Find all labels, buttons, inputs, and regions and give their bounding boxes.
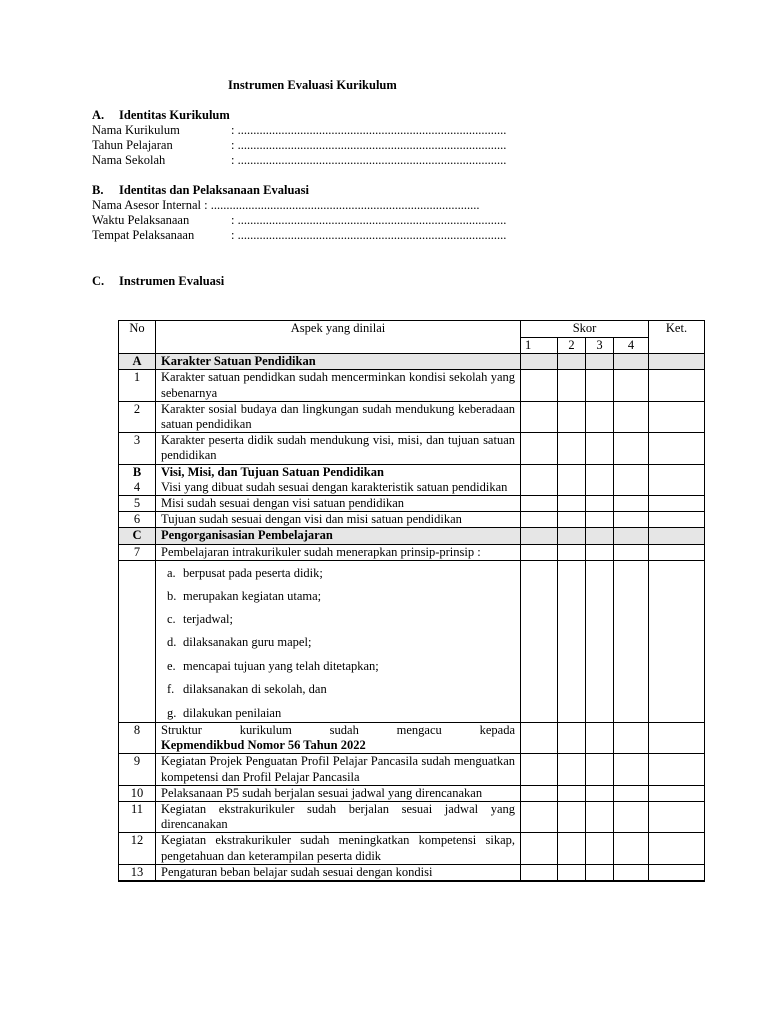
score-cell-3[interactable] [586,544,614,560]
row-aspect: Pelaksanaan P5 sudah berjalan sesuai jadwal yang direncanakan [156,785,521,801]
score-cell-4[interactable] [614,496,649,512]
score-cell-4[interactable] [614,544,649,560]
list-text: dilakukan penilaian [183,706,282,721]
table-row [119,864,705,880]
row-no: 12 [119,833,156,864]
list-text: dilaksanakan guru mapel; [183,635,312,650]
score-cell-1[interactable] [521,833,558,864]
row-aspect: Pengaturan beban belajar sudah sesuai dengan kondisi [156,864,521,880]
score-cell-1[interactable] [521,544,558,560]
note-cell[interactable] [649,354,705,370]
note-cell[interactable] [649,512,705,528]
list-marker: b. [167,589,177,604]
score-cell-2[interactable] [558,864,586,880]
header-note: Ket. [649,321,705,354]
field-value: : ...................................................................................... [204,198,480,212]
table-header-row [119,321,705,338]
row-no: 11 [119,802,156,833]
group-title: Visi, Misi, dan Tujuan Satuan Pendidikan [161,464,384,479]
row-no: 2 [119,401,156,432]
row-aspect: Pembelajaran intrakurikuler sudah menerapkan prinsip-prinsip : [156,544,521,560]
section-a-title: Identitas Kurikulum [119,108,230,122]
score-cell-1[interactable] [521,560,558,722]
table-group-row [119,354,705,370]
row-no: 13 [119,864,156,880]
evaluation-table [118,320,705,882]
row-aspect [156,464,521,495]
regulation-reference: Kepmendikbud Nomor 56 Tahun 2022 [161,738,366,753]
table-row [119,833,705,864]
list-text: berpusat pada peserta didik; [183,565,323,580]
list-marker: f. [167,681,175,696]
table-row [119,496,705,512]
score-cell-1[interactable] [521,723,558,754]
score-cell-3[interactable] [586,370,614,401]
row-no [119,881,156,882]
principle-list [161,561,520,722]
note-cell[interactable] [649,754,705,785]
score-cell-1[interactable] [521,864,558,880]
note-cell[interactable] [649,528,705,544]
row-aspect: Karakter satuan pendidkan sudah mencerminkan kondisi sekolah yang sebenarnya [156,370,521,401]
row-no: 3 [119,433,156,464]
score-cell-4[interactable] [614,433,649,464]
list-text: merupakan kegiatan utama; [183,589,322,604]
table-row [119,370,705,401]
section-b-heading [92,183,309,198]
row-no: C [119,528,156,544]
list-item [167,705,520,722]
page-title: Instrumen Evaluasi Kurikulum [228,78,397,92]
row-aspect [156,401,521,432]
row-no [119,464,156,495]
score-cell-4[interactable] [614,864,649,880]
note-cell[interactable] [649,864,705,880]
table-row [119,544,705,560]
note-cell[interactable] [649,544,705,560]
score-cell-2[interactable] [558,560,586,722]
note-cell[interactable] [649,370,705,401]
field-label: Nama Sekolah [92,153,166,167]
field-nama-sekolah [92,153,506,168]
row-aspect-text: Karakter sosial budaya dan lingkungan sudah mendukung keberadaan satuan pendidikan [161,401,515,432]
score-cell-4[interactable] [614,464,649,495]
score-cell-1[interactable] [521,802,558,833]
section-a-letter: A. [92,108,105,122]
list-marker: a. [167,565,176,580]
list-marker: d. [167,635,177,650]
score-cell-3[interactable] [586,881,614,882]
score-cell-2[interactable] [558,785,586,801]
note-cell[interactable] [649,881,705,882]
note-cell[interactable] [649,433,705,464]
row-no: 6 [119,512,156,528]
score-cell-2[interactable] [558,464,586,495]
row-aspect-text: Struktur kurikulum sudah mengacu kepada [161,723,515,738]
score-cell-3[interactable] [586,464,614,495]
score-cell-2[interactable] [558,496,586,512]
list-text: dilaksanakan di sekolah, dan [183,681,327,696]
row-aspect: Karakter Satuan Pendidikan [156,354,521,370]
score-cell-2[interactable] [558,881,586,882]
list-item [167,562,520,585]
field-label: Waktu Pelaksanaan [92,213,190,227]
score-cell-1[interactable] [521,754,558,785]
list-item [167,655,520,678]
field-value: : ...................................................................................... [231,123,507,137]
row-no: 8 [119,723,156,754]
note-cell[interactable] [649,802,705,833]
row-no [119,560,156,722]
score-cell-3[interactable] [586,560,614,722]
note-cell[interactable] [649,401,705,432]
score-cell-4[interactable] [614,754,649,785]
row-aspect: Pengorganisasian Pembelajaran [156,528,521,544]
score-cell-1[interactable] [521,433,558,464]
row-aspect [156,560,521,722]
field-tempat-pelaksanaan [92,228,506,243]
field-nama-kurikulum [92,123,506,138]
score-cell-2[interactable] [558,512,586,528]
section-a-heading [92,108,230,123]
score-cell-1[interactable] [521,785,558,801]
row-aspect [156,723,521,754]
score-cell-3[interactable] [586,528,614,544]
header-score-1: 1 [521,338,558,354]
score-cell-4[interactable] [614,833,649,864]
section-b-title: Identitas dan Pelaksanaan Evaluasi [119,183,309,197]
score-cell-2[interactable] [558,528,586,544]
table-row-subitems [119,560,705,722]
row-no: 1 [119,370,156,401]
score-cell-1[interactable] [521,496,558,512]
note-cell[interactable] [649,464,705,495]
score-cell-3[interactable] [586,354,614,370]
header-score-4: 4 [614,338,649,354]
table-row [119,785,705,801]
score-cell-4[interactable] [614,370,649,401]
score-cell-2[interactable] [558,401,586,432]
list-item [167,678,520,701]
field-label: Tahun Pelajaran [92,138,173,152]
score-cell-1[interactable] [521,528,558,544]
note-cell[interactable] [649,560,705,722]
row-no: 5 [119,496,156,512]
score-cell-3[interactable] [586,433,614,464]
row-number: 4 [133,479,141,494]
field-label: Nama Asesor Internal [92,198,201,212]
table-group-row [119,528,705,544]
field-value: : ...................................................................................... [231,228,507,242]
field-value: : ...................................................................................... [231,213,507,227]
table-row [119,881,705,882]
row-no: A [119,354,156,370]
score-cell-4[interactable] [614,512,649,528]
row-aspect-text: Visi yang dibuat sudah sesuai dengan karakteristik satuan pendidikan [161,479,508,494]
score-cell-3[interactable] [586,864,614,880]
field-label: Nama Kurikulum [92,123,180,137]
score-cell-3[interactable] [586,785,614,801]
note-cell[interactable] [649,833,705,864]
score-cell-4[interactable] [614,723,649,754]
field-value: : ...................................................................................... [231,138,507,152]
section-b-letter: B. [92,183,104,197]
score-cell-2[interactable] [558,544,586,560]
field-waktu-pelaksanaan [92,213,506,228]
score-cell-3[interactable] [586,754,614,785]
score-cell-3[interactable] [586,833,614,864]
section-c-letter: C. [92,274,105,288]
score-cell-2[interactable] [558,354,586,370]
section-c-title: Instrumen Evaluasi [119,274,225,288]
field-nama-asesor [92,198,479,213]
score-cell-3[interactable] [586,401,614,432]
score-cell-2[interactable] [558,833,586,864]
header-no: No [119,321,156,354]
group-letter: B [132,464,142,479]
table-row [119,802,705,833]
row-no: 10 [119,785,156,801]
section-c-heading [92,274,224,289]
field-value: : ...................................................................................... [231,153,507,167]
row-no: 9 [119,754,156,785]
list-text: mencapai tujuan yang telah ditetapkan; [183,658,379,673]
list-marker: e. [167,658,176,673]
score-cell-1[interactable] [521,370,558,401]
field-tahun-pelajaran [92,138,506,153]
list-text: terjadwal; [183,612,233,627]
row-aspect: Karakter peserta didik sudah mendukung visi, misi, dan tujuan satuan pendidikan [156,433,521,464]
score-cell-1[interactable] [521,401,558,432]
table-row [119,754,705,785]
score-cell-1[interactable] [521,881,558,882]
list-item [167,631,520,654]
score-cell-3[interactable] [586,723,614,754]
score-cell-2[interactable] [558,754,586,785]
score-cell-1[interactable] [521,512,558,528]
list-marker: g. [167,706,177,721]
note-cell[interactable] [649,496,705,512]
field-label: Tempat Pelaksanaan [92,228,195,242]
score-cell-2[interactable] [558,370,586,401]
row-aspect: Kegiatan ekstrakurikuler sudah berjalan sesuai jadwal yang direncanakan [156,802,521,833]
header-score-3: 3 [586,338,614,354]
table-row [119,723,705,754]
row-aspect: Kegiatan Projek Penguatan Profil Pelajar Pancasila sudah menguatkan kompetensi dan Profil Pelajar Pancasila [156,754,521,785]
score-cell-4[interactable] [614,528,649,544]
score-cell-1[interactable] [521,464,558,495]
list-item [167,585,520,608]
score-cell-3[interactable] [586,512,614,528]
row-aspect [156,881,521,882]
score-cell-4[interactable] [614,354,649,370]
row-aspect: Tujuan sudah sesuai dengan visi dan misi satuan pendidikan [156,512,521,528]
row-aspect: Kegiatan ekstrakurikuler sudah meningkatkan kompetensi sikap, pengetahuan dan keterampilan peserta didik [156,833,521,864]
score-cell-4[interactable] [614,881,649,882]
list-item [167,608,520,631]
score-cell-3[interactable] [586,802,614,833]
score-cell-2[interactable] [558,433,586,464]
row-no: 7 [119,544,156,560]
note-cell[interactable] [649,785,705,801]
row-aspect: Misi sudah sesuai dengan visi satuan pendidikan [156,496,521,512]
score-cell-4[interactable] [614,560,649,722]
score-cell-2[interactable] [558,723,586,754]
list-marker: c. [167,612,176,627]
table-row [119,464,705,495]
score-cell-4[interactable] [614,785,649,801]
header-score-2: 2 [558,338,586,354]
score-cell-4[interactable] [614,401,649,432]
table-row [119,512,705,528]
score-cell-1[interactable] [521,354,558,370]
table-row [119,401,705,432]
score-cell-4[interactable] [614,802,649,833]
header-score: Skor [521,321,649,338]
note-cell[interactable] [649,723,705,754]
header-aspect: Aspek yang dinilai [156,321,521,354]
table-row [119,433,705,464]
score-cell-2[interactable] [558,802,586,833]
score-cell-3[interactable] [586,496,614,512]
